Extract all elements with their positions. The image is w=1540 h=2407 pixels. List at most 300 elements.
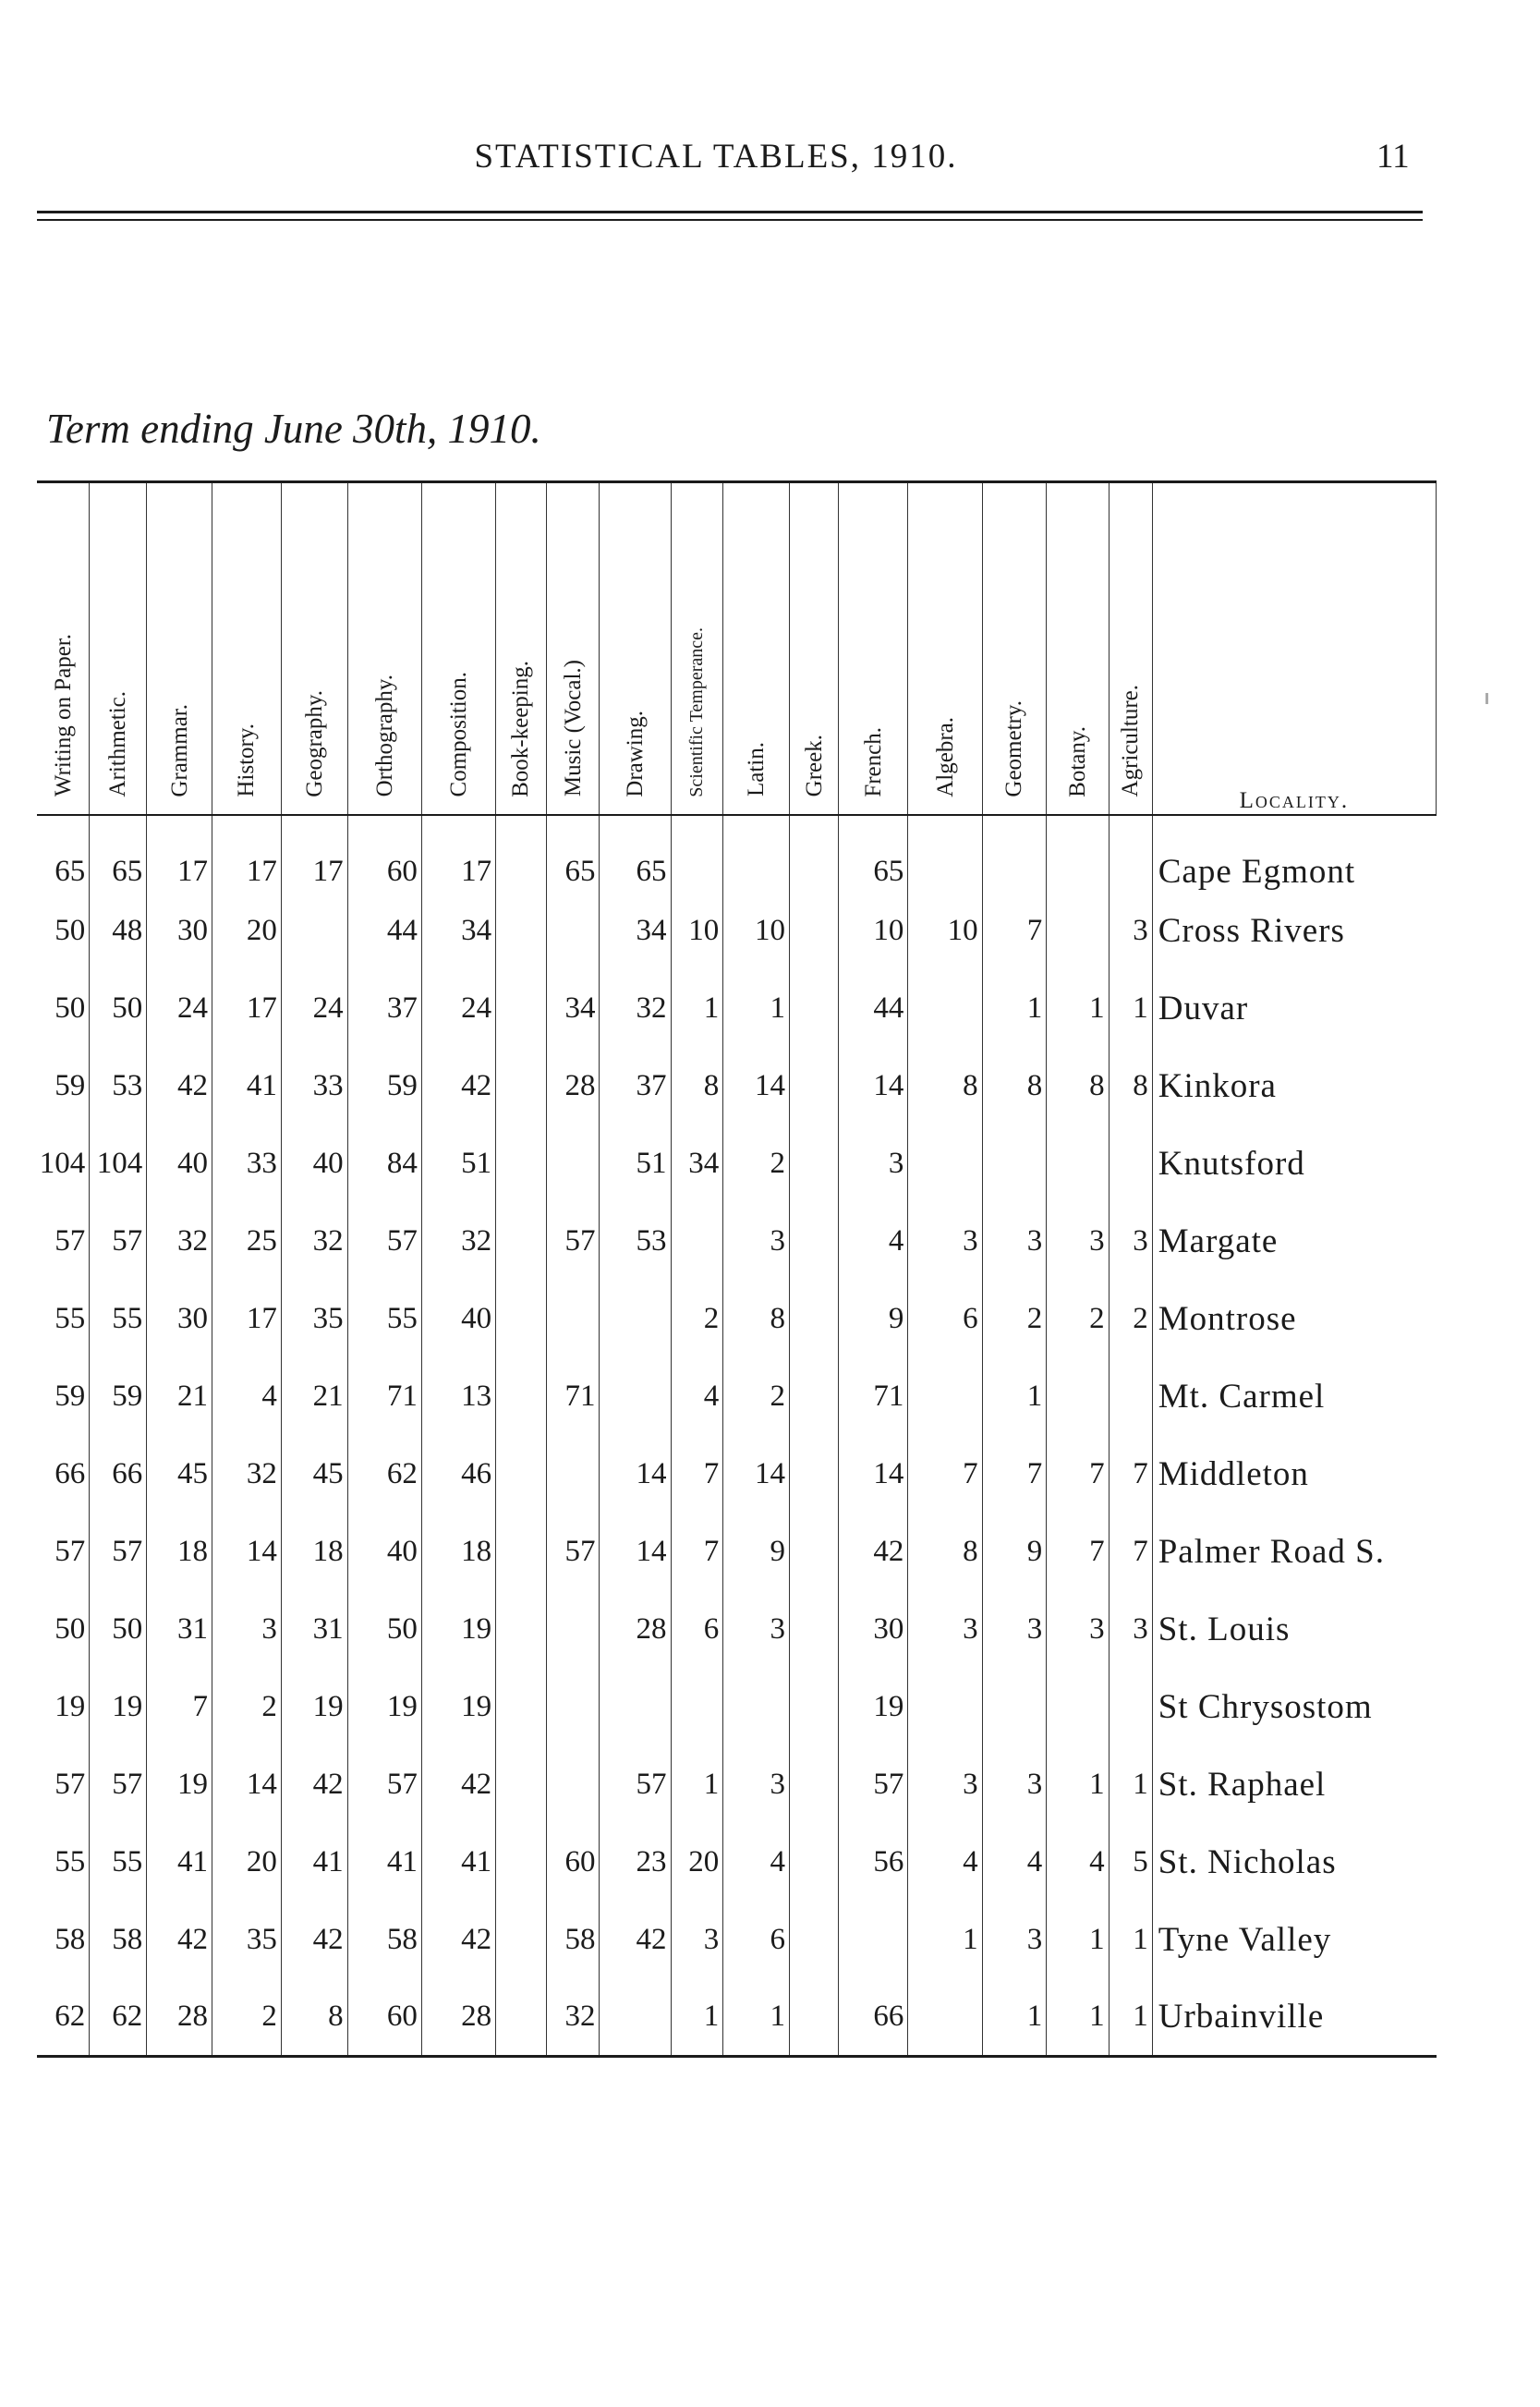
table-cell: 14 bbox=[212, 1513, 281, 1591]
table-cell: 60 bbox=[347, 815, 421, 893]
running-title: STATISTICAL TABLES, 1910. bbox=[474, 138, 958, 176]
table-cell: 44 bbox=[839, 970, 908, 1048]
table-cell: 45 bbox=[147, 1436, 212, 1513]
table-cell: 55 bbox=[347, 1281, 421, 1358]
table-cell: 51 bbox=[421, 1125, 495, 1203]
column-header-label: Orthography. bbox=[371, 675, 397, 797]
table-cell: 14 bbox=[723, 1436, 790, 1513]
table-cell: 57 bbox=[90, 1513, 147, 1591]
table-cell: 35 bbox=[212, 1902, 281, 1979]
table-cell: 14 bbox=[600, 1436, 671, 1513]
table-cell: 2 bbox=[671, 1281, 723, 1358]
table-cell: 19 bbox=[281, 1669, 347, 1746]
table-cell: 4 bbox=[908, 1824, 982, 1902]
table-cell: 17 bbox=[281, 815, 347, 893]
table-cell bbox=[982, 1125, 1047, 1203]
table-cell: 42 bbox=[839, 1513, 908, 1591]
table-cell: 4 bbox=[839, 1203, 908, 1281]
table-cell: 66 bbox=[37, 1436, 90, 1513]
column-header-label: Botany. bbox=[1064, 725, 1090, 797]
table-cell bbox=[496, 815, 547, 893]
table-cell: 71 bbox=[546, 1358, 600, 1436]
table-cell: 8 bbox=[281, 1979, 347, 2057]
table-cell: 1 bbox=[908, 1902, 982, 1979]
column-header-label: Writing on Paper. bbox=[50, 634, 76, 797]
locality-column-header bbox=[1152, 482, 1436, 815]
locality-cell: Knutsford bbox=[1158, 1145, 1305, 1183]
table-cell: 9 bbox=[839, 1281, 908, 1358]
table-row bbox=[37, 1979, 1437, 2057]
column-header bbox=[147, 482, 212, 815]
table-cell: 21 bbox=[281, 1358, 347, 1436]
table-cell: 71 bbox=[347, 1358, 421, 1436]
table-cell: 7 bbox=[1109, 1513, 1152, 1591]
table-cell: 2 bbox=[982, 1281, 1047, 1358]
table-row bbox=[37, 1591, 1437, 1669]
locality-cell: Duvar bbox=[1158, 990, 1249, 1027]
locality-cell: Palmer Road S. bbox=[1158, 1533, 1385, 1571]
table-cell bbox=[789, 1746, 839, 1824]
table-cell: 3 bbox=[908, 1746, 982, 1824]
table-cell: 19 bbox=[37, 1669, 90, 1746]
table-cell bbox=[671, 815, 723, 893]
table-cell bbox=[496, 1746, 547, 1824]
table-cell: 59 bbox=[347, 1048, 421, 1125]
table-cell bbox=[546, 1746, 600, 1824]
table-cell: 104 bbox=[90, 1125, 147, 1203]
table-cell bbox=[496, 1048, 547, 1125]
locality-cell: Urbainville bbox=[1152, 1979, 1436, 2057]
table-cell: 42 bbox=[421, 1902, 495, 1979]
table-cell: 57 bbox=[839, 1746, 908, 1824]
table-cell: 13 bbox=[421, 1358, 495, 1436]
table-cell: 42 bbox=[147, 1902, 212, 1979]
locality-header-label: Locality. bbox=[1239, 787, 1350, 813]
table-cell: 30 bbox=[147, 893, 212, 970]
locality-cell: St. Raphael bbox=[1158, 1766, 1327, 1804]
table-cell: 71 bbox=[839, 1358, 908, 1436]
table-cell: 42 bbox=[281, 1902, 347, 1979]
table-cell: 66 bbox=[90, 1436, 147, 1513]
table-cell: 55 bbox=[37, 1281, 90, 1358]
table-cell bbox=[496, 1203, 547, 1281]
table-cell: 2 bbox=[212, 1979, 281, 2057]
table-cell: 2 bbox=[1047, 1281, 1109, 1358]
table-cell: 4 bbox=[1047, 1824, 1109, 1902]
locality-cell: Kinkora bbox=[1158, 1067, 1277, 1105]
table-cell bbox=[908, 1125, 982, 1203]
table-row bbox=[37, 1436, 1437, 1513]
table-cell: 19 bbox=[421, 1591, 495, 1669]
table-cell: 57 bbox=[90, 1203, 147, 1281]
table-cell: 1 bbox=[671, 1746, 723, 1824]
table-cell bbox=[496, 1513, 547, 1591]
table-cell: 8 bbox=[723, 1281, 790, 1358]
table-cell: 32 bbox=[600, 970, 671, 1048]
table-cell: 4 bbox=[723, 1824, 790, 1902]
table-cell bbox=[789, 1824, 839, 1902]
table-cell: 3 bbox=[1109, 1203, 1152, 1281]
table-cell: 7 bbox=[982, 893, 1047, 970]
table-cell bbox=[600, 1979, 671, 2057]
column-header bbox=[723, 482, 790, 815]
table-cell bbox=[789, 1979, 839, 2057]
table-cell bbox=[789, 1125, 839, 1203]
table-cell: 55 bbox=[37, 1824, 90, 1902]
table-cell: 10 bbox=[839, 893, 908, 970]
table-cell: 1 bbox=[1047, 970, 1109, 1048]
table-cell: 17 bbox=[147, 815, 212, 893]
column-header-label: Composition. bbox=[445, 672, 471, 797]
table-cell: 1 bbox=[1109, 1979, 1152, 2057]
table-cell: 65 bbox=[600, 815, 671, 893]
column-header-label: Algebra. bbox=[932, 716, 958, 797]
table-cell: 65 bbox=[37, 815, 90, 893]
table-cell: 50 bbox=[37, 893, 90, 970]
table-cell: 3 bbox=[1047, 1203, 1109, 1281]
table-cell: 33 bbox=[281, 1048, 347, 1125]
table-cell bbox=[789, 970, 839, 1048]
column-header bbox=[546, 482, 600, 815]
column-header bbox=[212, 482, 281, 815]
column-header-label: French. bbox=[860, 726, 886, 797]
table-cell bbox=[600, 1669, 671, 1746]
table-cell: 7 bbox=[1047, 1513, 1109, 1591]
table-cell: 1 bbox=[1109, 1902, 1152, 1979]
table-cell: 10 bbox=[908, 893, 982, 970]
table-cell bbox=[496, 1358, 547, 1436]
column-header-label: Geometry. bbox=[1001, 699, 1027, 797]
table-cell: 34 bbox=[671, 1125, 723, 1203]
table-cell: 41 bbox=[212, 1048, 281, 1125]
table-cell: 60 bbox=[546, 1824, 600, 1902]
column-header-label: Grammar. bbox=[166, 703, 192, 797]
table-cell: 37 bbox=[600, 1048, 671, 1125]
table-cell bbox=[1047, 1669, 1109, 1746]
table-cell: 57 bbox=[546, 1203, 600, 1281]
table-row bbox=[37, 1281, 1437, 1358]
table-cell bbox=[789, 1669, 839, 1746]
locality-cell: Montrose bbox=[1158, 1300, 1297, 1338]
table-cell: 33 bbox=[212, 1125, 281, 1203]
table-cell: 6 bbox=[723, 1902, 790, 1979]
table-cell bbox=[546, 1591, 600, 1669]
table-cell: 3 bbox=[212, 1591, 281, 1669]
table-cell: 28 bbox=[147, 1979, 212, 2057]
table-cell: 57 bbox=[37, 1746, 90, 1824]
table-cell: 50 bbox=[90, 970, 147, 1048]
table-cell bbox=[1109, 1125, 1152, 1203]
table-cell bbox=[789, 1203, 839, 1281]
table-cell bbox=[789, 1902, 839, 1979]
table-cell: 28 bbox=[421, 1979, 495, 2057]
table-cell: 42 bbox=[281, 1746, 347, 1824]
table-cell: 50 bbox=[90, 1591, 147, 1669]
table-cell: 3 bbox=[982, 1591, 1047, 1669]
table-cell bbox=[1047, 1125, 1109, 1203]
table-cell: 55 bbox=[90, 1824, 147, 1902]
table-cell: 31 bbox=[147, 1591, 212, 1669]
table-cell bbox=[789, 1281, 839, 1358]
table-cell: 3 bbox=[723, 1591, 790, 1669]
table-row bbox=[37, 1125, 1437, 1203]
locality-cell: Margate bbox=[1158, 1222, 1279, 1260]
table-cell: 60 bbox=[347, 1979, 421, 2057]
table-cell: 46 bbox=[421, 1436, 495, 1513]
column-header-label: Book-keeping. bbox=[508, 660, 534, 797]
table-cell bbox=[496, 1979, 547, 2057]
column-header bbox=[839, 482, 908, 815]
term-heading: Term ending June 30th, 1910. bbox=[46, 406, 541, 452]
table-cell: 7 bbox=[147, 1669, 212, 1746]
table-cell: 6 bbox=[908, 1281, 982, 1358]
column-header bbox=[281, 482, 347, 815]
table-cell bbox=[496, 1902, 547, 1979]
locality-cell: St. Nicholas bbox=[1158, 1843, 1337, 1881]
table-cell: 2 bbox=[723, 1125, 790, 1203]
table-cell: 23 bbox=[600, 1824, 671, 1902]
table-cell: 20 bbox=[212, 893, 281, 970]
table-cell: 57 bbox=[347, 1203, 421, 1281]
table-cell: 3 bbox=[839, 1125, 908, 1203]
table-cell: 28 bbox=[600, 1591, 671, 1669]
column-header-label: Music (Vocal.) bbox=[560, 660, 586, 797]
table-cell: 2 bbox=[212, 1669, 281, 1746]
table-cell bbox=[546, 1281, 600, 1358]
table-cell: 40 bbox=[347, 1513, 421, 1591]
table-cell: 31 bbox=[281, 1591, 347, 1669]
table-row bbox=[37, 1824, 1437, 1902]
table-cell bbox=[546, 1436, 600, 1513]
table-cell: 42 bbox=[421, 1746, 495, 1824]
table-cell: 30 bbox=[147, 1281, 212, 1358]
table-cell: 7 bbox=[1047, 1436, 1109, 1513]
table-cell: 3 bbox=[908, 1591, 982, 1669]
table-cell bbox=[546, 1125, 600, 1203]
table-cell bbox=[982, 815, 1047, 893]
table-cell: 10 bbox=[671, 893, 723, 970]
table-cell bbox=[723, 815, 790, 893]
table-cell: 2 bbox=[723, 1358, 790, 1436]
table-cell bbox=[1109, 815, 1152, 893]
table-cell: 41 bbox=[421, 1824, 495, 1902]
table-cell: 1 bbox=[723, 970, 790, 1048]
table-cell bbox=[546, 1669, 600, 1746]
table-cell: 41 bbox=[147, 1824, 212, 1902]
table-cell: 3 bbox=[982, 1746, 1047, 1824]
page-speck bbox=[1485, 693, 1488, 704]
table-cell: 19 bbox=[90, 1669, 147, 1746]
table-cell bbox=[496, 1669, 547, 1746]
table-row bbox=[37, 1513, 1437, 1591]
column-header-label: History. bbox=[234, 723, 260, 797]
table-cell bbox=[908, 970, 982, 1048]
table-cell: 58 bbox=[546, 1902, 600, 1979]
table-cell: 1 bbox=[1047, 1746, 1109, 1824]
table-cell bbox=[496, 1591, 547, 1669]
table-cell bbox=[496, 970, 547, 1048]
column-header-label: Agriculture. bbox=[1118, 685, 1144, 797]
table-cell bbox=[789, 815, 839, 893]
table-cell: 19 bbox=[347, 1669, 421, 1746]
table-cell: 1 bbox=[982, 1358, 1047, 1436]
table-cell: 50 bbox=[37, 970, 90, 1048]
table-cell: 14 bbox=[212, 1746, 281, 1824]
locality-cell: Tyne Valley bbox=[1158, 1921, 1332, 1959]
table-cell: 19 bbox=[421, 1669, 495, 1746]
table-cell: 8 bbox=[982, 1048, 1047, 1125]
table-row bbox=[37, 1669, 1437, 1746]
table-cell: 21 bbox=[147, 1358, 212, 1436]
table-cell: 35 bbox=[281, 1281, 347, 1358]
column-header bbox=[982, 482, 1047, 815]
table-cell: 24 bbox=[147, 970, 212, 1048]
table-cell: 8 bbox=[1047, 1048, 1109, 1125]
table-cell: 1 bbox=[982, 970, 1047, 1048]
table-cell bbox=[723, 1669, 790, 1746]
table-cell: 3 bbox=[723, 1746, 790, 1824]
table-body bbox=[37, 815, 1437, 2057]
table-cell: 62 bbox=[90, 1979, 147, 2057]
table-cell: 3 bbox=[982, 1902, 1047, 1979]
table-cell: 9 bbox=[982, 1513, 1047, 1591]
statistics-table bbox=[37, 480, 1437, 2058]
column-header-label: Scientific Temperance. bbox=[686, 626, 708, 797]
table-cell: 40 bbox=[281, 1125, 347, 1203]
table-cell: 57 bbox=[600, 1746, 671, 1824]
table-cell bbox=[1109, 1358, 1152, 1436]
table-cell bbox=[671, 1669, 723, 1746]
table-cell: 1 bbox=[982, 1979, 1047, 2057]
table-row bbox=[37, 970, 1437, 1048]
table-cell: 32 bbox=[546, 1979, 600, 2057]
table-cell: 84 bbox=[347, 1125, 421, 1203]
table-cell: 7 bbox=[908, 1436, 982, 1513]
table-cell bbox=[789, 893, 839, 970]
column-header bbox=[347, 482, 421, 815]
table-cell: 37 bbox=[347, 970, 421, 1048]
table-cell: 42 bbox=[421, 1048, 495, 1125]
table-cell: 20 bbox=[671, 1824, 723, 1902]
table-cell: 8 bbox=[908, 1048, 982, 1125]
column-header bbox=[496, 482, 547, 815]
table-cell bbox=[908, 1669, 982, 1746]
column-header bbox=[90, 482, 147, 815]
table-cell: 59 bbox=[90, 1358, 147, 1436]
table-cell: 62 bbox=[37, 1979, 90, 2057]
table-cell: 30 bbox=[839, 1591, 908, 1669]
table-cell bbox=[789, 1048, 839, 1125]
column-header-label: Drawing. bbox=[623, 710, 648, 797]
table-cell: 7 bbox=[671, 1436, 723, 1513]
table-cell bbox=[982, 1669, 1047, 1746]
table-cell: 41 bbox=[281, 1824, 347, 1902]
table-cell: 1 bbox=[671, 970, 723, 1048]
table-cell bbox=[546, 893, 600, 970]
table-cell: 3 bbox=[1047, 1591, 1109, 1669]
table-cell: 3 bbox=[1109, 893, 1152, 970]
table-cell: 57 bbox=[90, 1746, 147, 1824]
table-cell: 57 bbox=[37, 1203, 90, 1281]
table-cell bbox=[839, 1902, 908, 1979]
table-cell: 65 bbox=[546, 815, 600, 893]
table-cell bbox=[600, 1358, 671, 1436]
table-cell: 32 bbox=[281, 1203, 347, 1281]
table-cell: 59 bbox=[37, 1048, 90, 1125]
table-cell: 57 bbox=[347, 1746, 421, 1824]
table-cell: 25 bbox=[212, 1203, 281, 1281]
table-cell: 58 bbox=[347, 1902, 421, 1979]
table-cell: 6 bbox=[671, 1591, 723, 1669]
table-cell: 28 bbox=[546, 1048, 600, 1125]
table-cell: 34 bbox=[546, 970, 600, 1048]
table-cell: 40 bbox=[421, 1281, 495, 1358]
table-cell: 32 bbox=[212, 1436, 281, 1513]
table-cell: 32 bbox=[421, 1203, 495, 1281]
column-header bbox=[671, 482, 723, 815]
table-cell: 104 bbox=[37, 1125, 90, 1203]
column-header-label: Geography. bbox=[301, 689, 327, 797]
table-cell: 14 bbox=[839, 1048, 908, 1125]
table-cell bbox=[1109, 1669, 1152, 1746]
table-cell: 7 bbox=[671, 1513, 723, 1591]
table-cell bbox=[496, 1824, 547, 1902]
table-cell: 3 bbox=[723, 1203, 790, 1281]
table-cell bbox=[496, 893, 547, 970]
table-cell: 44 bbox=[347, 893, 421, 970]
table-cell: 59 bbox=[37, 1358, 90, 1436]
table-row bbox=[37, 1902, 1437, 1979]
table-cell: 42 bbox=[147, 1048, 212, 1125]
column-header bbox=[37, 482, 90, 815]
table-row bbox=[37, 1746, 1437, 1824]
table-cell: 8 bbox=[1109, 1048, 1152, 1125]
table-cell: 65 bbox=[90, 815, 147, 893]
table-cell: 48 bbox=[90, 893, 147, 970]
table-row bbox=[37, 893, 1437, 970]
table-cell: 1 bbox=[1109, 1746, 1152, 1824]
table-cell: 4 bbox=[982, 1824, 1047, 1902]
table-cell bbox=[496, 1436, 547, 1513]
table-cell: 8 bbox=[908, 1513, 982, 1591]
column-header bbox=[1047, 482, 1109, 815]
locality-cell: Cape Egmont bbox=[1158, 852, 1356, 891]
table-cell: 17 bbox=[421, 815, 495, 893]
table-cell: 53 bbox=[600, 1203, 671, 1281]
table-row bbox=[37, 1203, 1437, 1281]
table-cell: 7 bbox=[982, 1436, 1047, 1513]
table-row bbox=[37, 815, 1437, 893]
table-cell bbox=[789, 1513, 839, 1591]
table-cell: 40 bbox=[147, 1125, 212, 1203]
locality-cell: St. Louis bbox=[1158, 1611, 1291, 1648]
column-header bbox=[421, 482, 495, 815]
table-cell bbox=[908, 1979, 982, 2057]
column-header bbox=[789, 482, 839, 815]
table-cell: 24 bbox=[281, 970, 347, 1048]
table-cell: 17 bbox=[212, 970, 281, 1048]
column-header bbox=[908, 482, 982, 815]
column-header bbox=[1109, 482, 1152, 815]
locality-cell: Cross Rivers bbox=[1158, 912, 1345, 950]
table-cell: 3 bbox=[671, 1902, 723, 1979]
table-cell: 18 bbox=[281, 1513, 347, 1591]
table-cell: 18 bbox=[421, 1513, 495, 1591]
table-cell: 45 bbox=[281, 1436, 347, 1513]
table-cell: 5 bbox=[1109, 1824, 1152, 1902]
table-cell bbox=[1047, 815, 1109, 893]
column-header-label: Greek. bbox=[801, 735, 827, 797]
